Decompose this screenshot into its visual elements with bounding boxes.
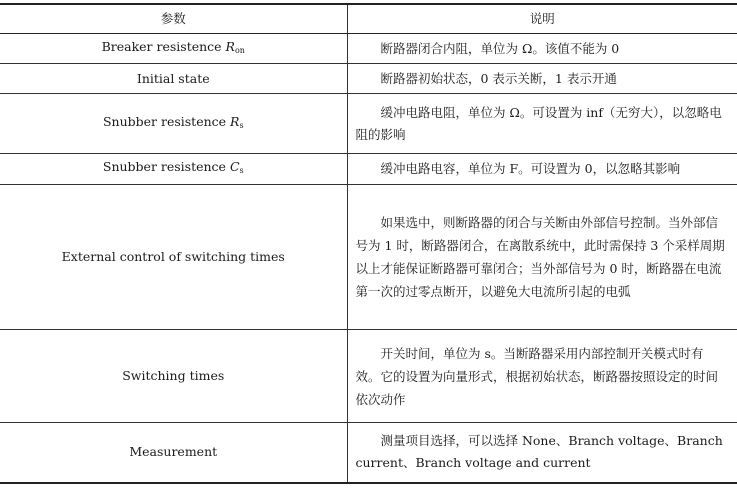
param-subscript: on xyxy=(234,45,245,55)
param-cell xyxy=(0,64,347,94)
table-row xyxy=(0,185,737,330)
param-cell xyxy=(0,34,347,64)
table-row xyxy=(0,64,737,94)
param-cell xyxy=(0,154,347,185)
table-row xyxy=(0,423,737,483)
desc-cell: 测量项目选择，可以选择 None、Branch voltage、Branch current、Branch voltage and current xyxy=(355,433,723,471)
param-name: Measurement xyxy=(129,444,218,460)
table-row xyxy=(0,330,737,423)
header-param: 参数 xyxy=(0,4,347,34)
param-symbol: C xyxy=(229,159,240,174)
desc-cell: 断路器闭合内阻，单位为 Ω。该值不能为 0 xyxy=(380,40,620,56)
table-header-row xyxy=(0,4,737,34)
param-cell xyxy=(0,94,347,154)
desc-cell: 缓冲电路电容，单位为 F。可设置为 0，以忽略其影响 xyxy=(380,161,681,176)
desc-cell: 缓冲电路电阻，单位为 Ω。可设置为 inf（无穷大），以忽略电阻的影响 xyxy=(355,104,722,142)
param-name: Breaker resistence xyxy=(101,38,226,54)
param-subscript: s xyxy=(239,120,244,130)
param-symbol: R xyxy=(230,113,240,129)
param-name: Switching times xyxy=(122,368,225,383)
param-name: Initial state xyxy=(136,70,210,86)
parameter-table xyxy=(0,3,737,484)
param-cell xyxy=(0,330,347,423)
param-name: Snubber resistence xyxy=(102,159,230,174)
param-name: External control of switching times xyxy=(61,249,285,264)
desc-cell: 断路器初始状态，0 表示关断，1 表示开通 xyxy=(380,70,617,86)
param-symbol: R xyxy=(225,38,235,54)
param-subscript: s xyxy=(239,166,244,175)
table-row xyxy=(0,34,737,64)
table-row xyxy=(0,94,737,154)
header-desc: 说明 xyxy=(529,11,555,26)
param-cell xyxy=(0,423,347,483)
desc-cell: 如果选中，则断路器的闭合与关断由外部信号控制。当外部信号为 1 时，断路器闭合，在离散系统中，此时需保持 3 个采样周期以上才能保证断路器可靠闭合；当外部信号为 0 时，断路器在电流第一次的过零点断开，以避免大电流所引起的电弧 xyxy=(355,215,725,299)
table-row xyxy=(0,154,737,185)
param-cell xyxy=(0,185,347,330)
desc-cell: 开关时间，单位为 s。当断路器采用内部控制开关模式时有效。它的设置为向量形式，根据初始状态，断路器按照设定的时间依次动作 xyxy=(355,345,719,407)
param-name: Snubber resistence xyxy=(102,113,231,129)
